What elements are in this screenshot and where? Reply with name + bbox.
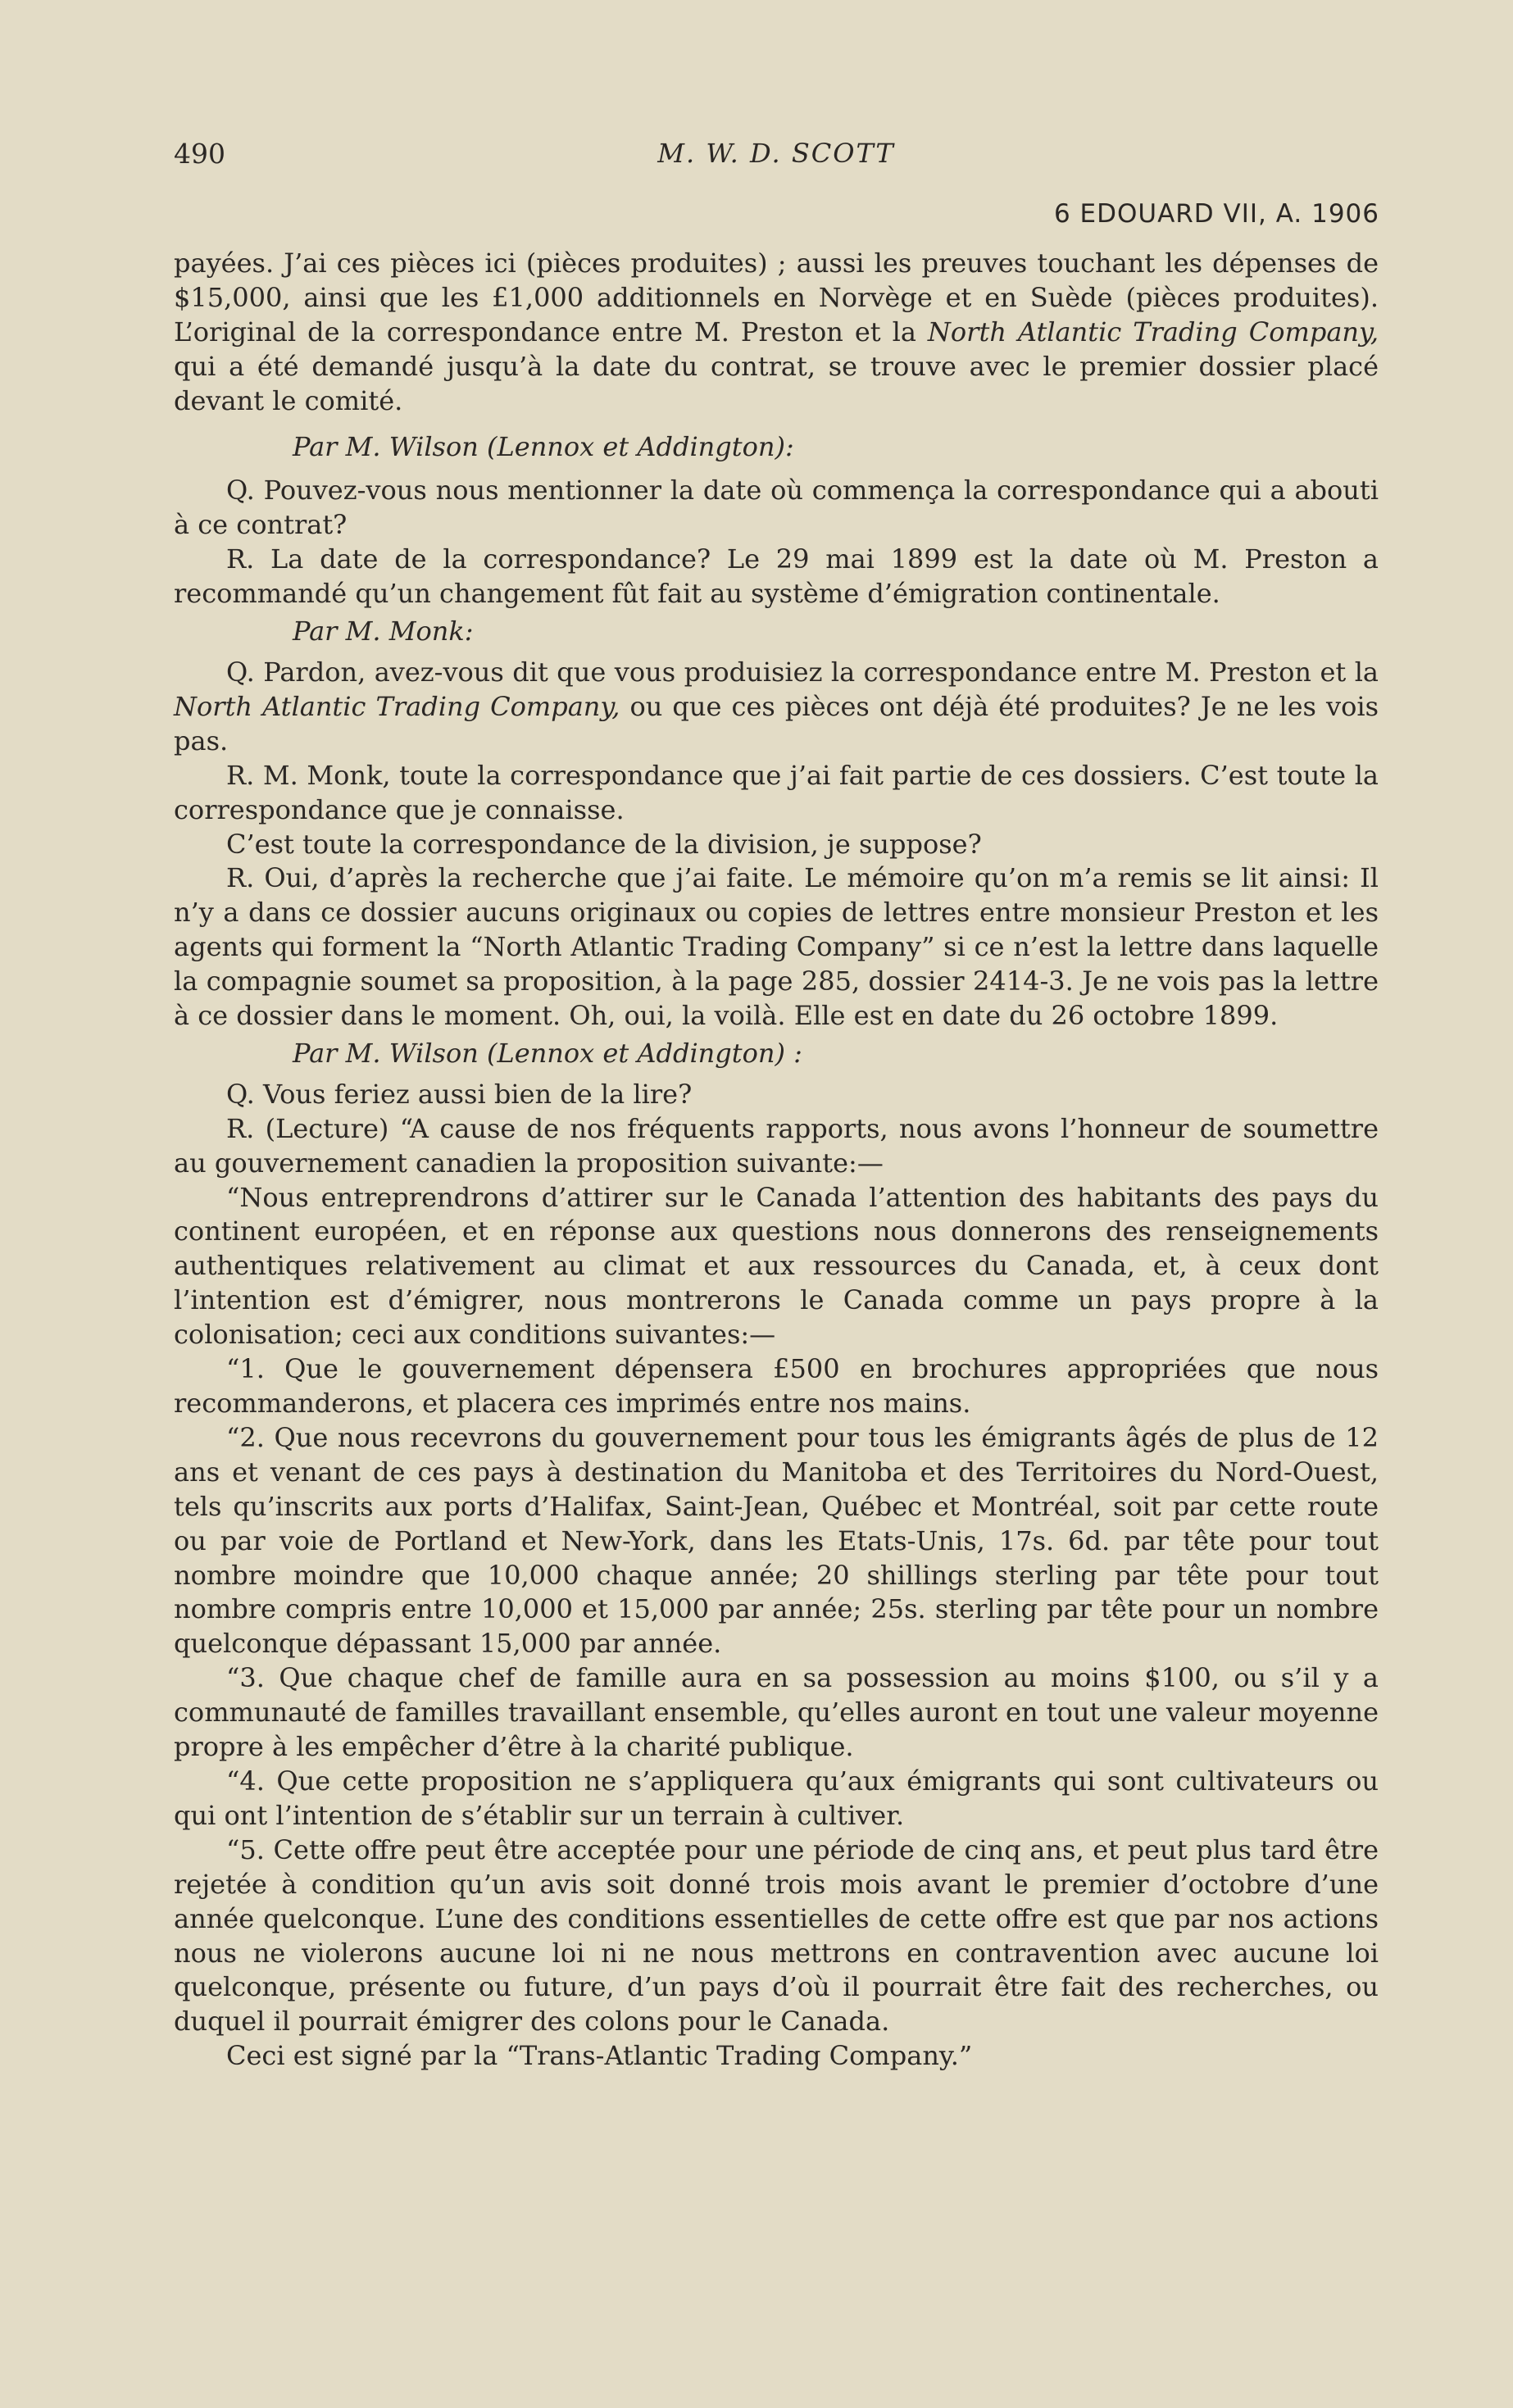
session-label: 6 EDOUARD VII, A. 1906 — [1053, 199, 1379, 229]
condition-item: “4. Que cette proposition ne s’appliquera qu’aux émigrants qui sont cultivateurs ou qui ont l’intention de s’établir sur un terrain à cultiver. — [174, 1765, 1379, 1831]
question: Q. Pouvez-vous nous mentionner la date où commença la correspondance qui a abouti à ce contrat? — [174, 475, 1379, 541]
condition-item: “5. Cette offre peut être acceptée pour une période de cinq ans, et peut plus tard être rejetée à condition qu’un avis soit donné trois mois avant le premier d’octobre d’une année quelconque. L’une des conditions essentielles de cette offre est que par nos actions nous ne violerons aucune loi ni ne nous mettrons en contravention avec aucune loi quelconque, présente ou future, d’un pays d’où il pourrait être fait des recherches, ou duquel il pourrait émigrer des colons pour le Canada. — [174, 1833, 1379, 2038]
answer: R. La date de la correspondance? Le 29 mai 1899 est la date où M. Preston a recommandé qu’un changement fût fait au système d’émigration continentale. — [174, 543, 1379, 610]
paragraph: payées. J’ai ces pièces ici (pièces produites) ; aussi les preuves touchant les dépenses de $15,000, ainsi que les £1,000 additionnels en Norvège et en Suède (pièces produites). L’original de la correspondance entre M. Preston et la North Atlantic Trading Company, qui a été demandé jusqu’à la date du contrat, se trouve avec le premier dossier placé devant le comité. — [174, 248, 1379, 416]
quoted-paragraph: “Nous entreprendrons d’attirer sur le Canada l’attention des habitants des pays du continent européen, et en réponse aux questions nous donnerons des renseignements authentiques relativement au climat et aux ressources du Canada, et, à ceux dont l’intention est d’émigrer, nous montrerons le Canada comme un pays propre à la colonisation; ceci aux conditions suivantes:— — [174, 1181, 1379, 1351]
condition-item: “3. Que chaque chef de famille aura en sa possession au moins $100, ou s’il y a communauté de familles travaillant ensemble, qu’elles auront en tout une valeur moyenne propre à les empêcher d’être à la charité publique. — [174, 1662, 1379, 1763]
condition-item: “1. Que le gouvernement dépensera £500 en brochures appropriées que nous recommanderons, et placera ces imprimés entre nos mains. — [174, 1353, 1379, 1419]
page-number: 490 — [174, 138, 225, 170]
speaker-heading: Par M. Wilson (Lennox et Addington) : — [293, 1037, 802, 1069]
question: Q. Vous feriez aussi bien de la lire? — [226, 1078, 693, 1110]
closing-line: Ceci est signé par la “Trans-Atlantic Trading Company.” — [226, 2040, 973, 2072]
question: C’est toute la correspondance de la division, je suppose? — [226, 828, 982, 860]
document-body — [174, 247, 1379, 2074]
running-title: M. W. D. SCOTT — [657, 138, 895, 169]
speaker-heading: Par M. Monk: — [293, 616, 474, 647]
answer: R. M. Monk, toute la correspondance que j’ai fait partie de ces dossiers. C’est toute la correspondance que je connaisse. — [174, 759, 1379, 825]
speaker-heading: Par M. Wilson (Lennox et Addington): — [293, 430, 794, 462]
question: Q. Pardon, avez-vous dit que vous produisiez la correspondance entre M. Preston et la North Atlantic Trading Company, ou que ces pièces ont déjà été produites? Je ne les vois pas. — [174, 656, 1379, 756]
condition-item: “2. Que nous recevrons du gouvernement pour tous les émigrants âgés de plus de 12 ans et venant de ces pays à destination du Manitoba et des Territoires du Nord-Ouest, tels qu’inscrits aux ports d’Halifax, Saint-Jean, Québec et Montréal, soit par cette route ou par voie de Portland et New-York, dans les Etats-Unis, 17s. 6d. par tête pour tout nombre moindre que 10,000 chaque année; 20 shillings sterling par tête pour tout nombre compris entre 10,000 et 15,000 par année; 25s. sterling par tête pour un nombre quelconque dépassant 15,000 par année. — [174, 1421, 1379, 1660]
answer: R. (Lecture) “A cause de nos fréquents rapports, nous avons l’honneur de soumettre au gouvernement canadien la proposition suivante:— — [174, 1112, 1379, 1179]
page-header — [174, 138, 1379, 179]
answer: R. Oui, d’après la recherche que j’ai faite. Le mémoire qu’on m’a remis se lit ainsi: Il n’y a dans ce dossier aucuns originaux ou copies de lettres entre monsieur Preston et les agents qui forment la “North Atlantic Trading Company” si ce n’est la lettre dans laquelle la compagnie soumet sa proposition, à la page 285, dossier 2414-3. Je ne vois pas la lettre à ce dossier dans le moment. Oh, oui, la voilà. Elle est en date du 26 octobre 1899. — [174, 862, 1379, 1032]
